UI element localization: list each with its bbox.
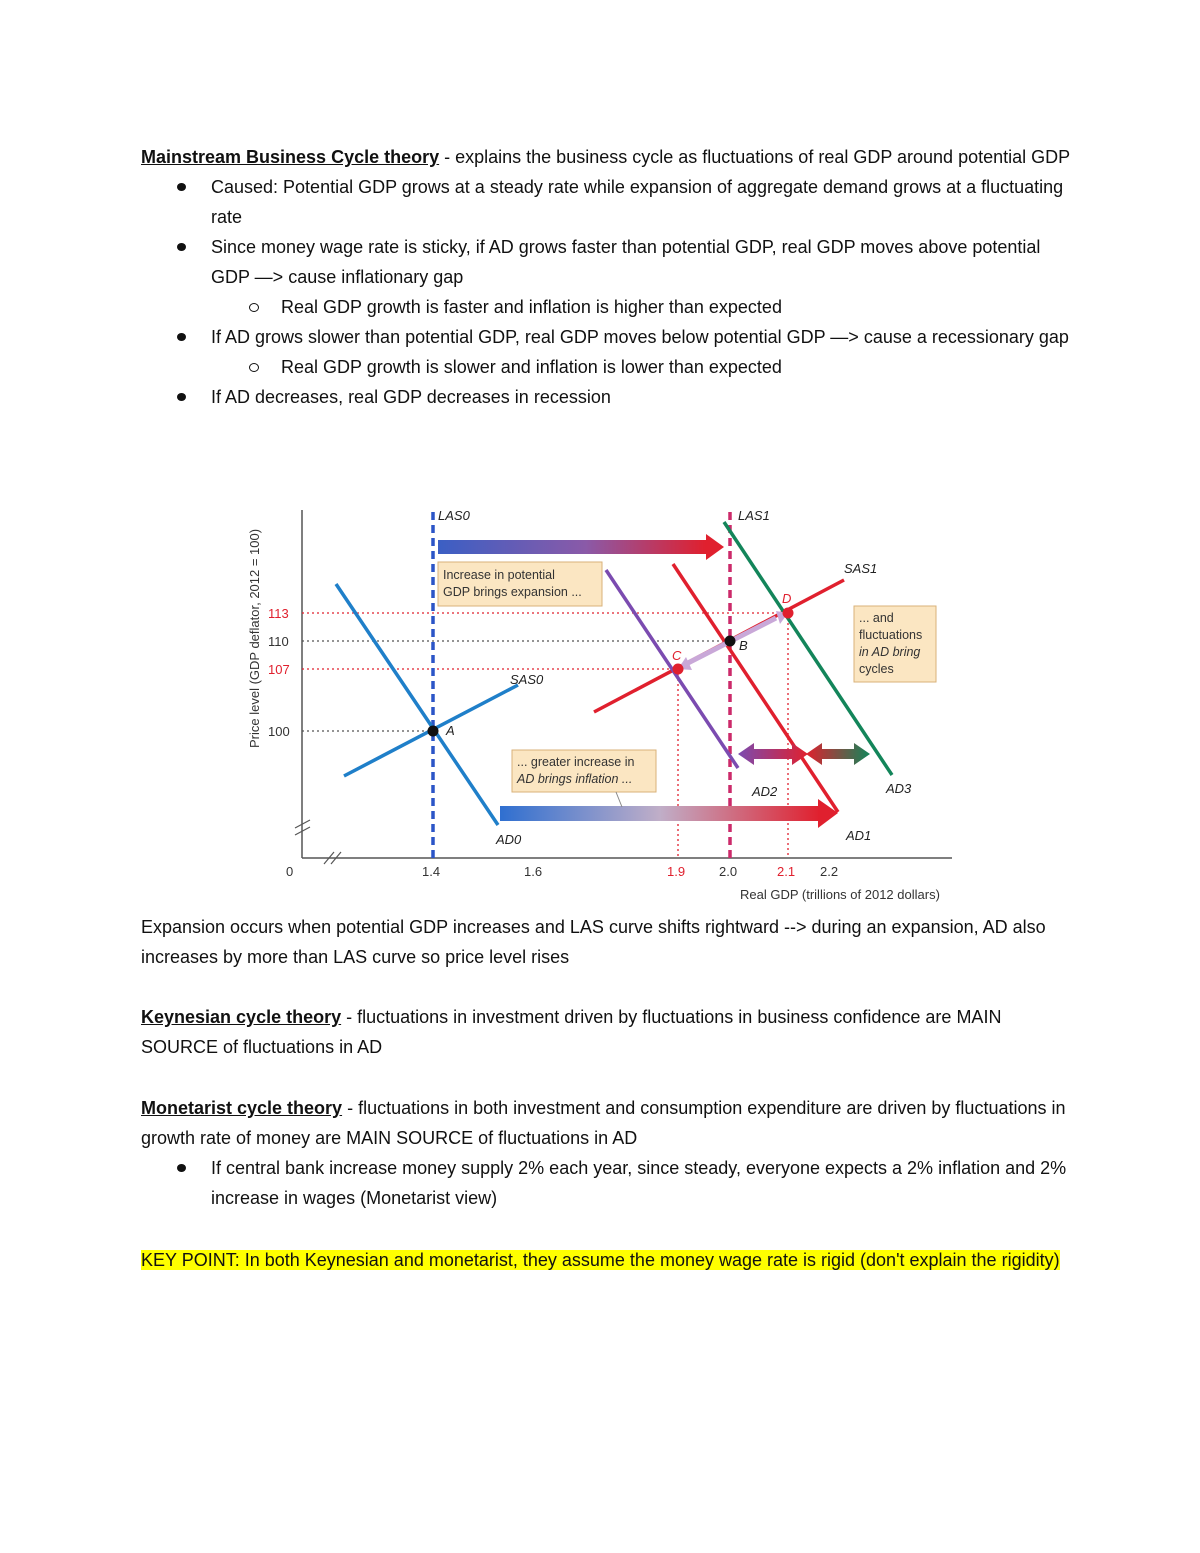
callout-potential <box>438 562 602 606</box>
point-b <box>725 636 736 647</box>
ad2-label: AD2 <box>752 784 778 799</box>
callout-cycles <box>854 606 936 682</box>
key-point-text: KEY POINT: In both Keynesian and monetarist, they assume the money wage rate is rigid (don't explain the rigidity) <box>141 1250 1060 1270</box>
list-item: Caused: Potential GDP grows at a steady rate while expansion of aggregate demand grows at a fluctuating rate <box>141 172 1071 232</box>
y-tick-107: 107 <box>268 662 290 677</box>
callout-inflation-line-2: AD brings inflation ... <box>517 772 633 786</box>
x-tick-1-6: 1.6 <box>524 864 543 879</box>
expansion-paragraph: Expansion occurs when potential GDP increases and LAS curve shifts rightward --> during an expansion, AD also increases by more than LAS curve so price level rises <box>141 917 1046 967</box>
ad1-label: AD1 <box>846 828 872 843</box>
mainstream-heading: Mainstream Business Cycle theory <box>141 147 440 167</box>
monetarist-section <box>141 1093 1071 1213</box>
keynesian-heading: Keynesian cycle theory <box>141 1007 342 1027</box>
mainstream-section <box>141 142 1071 412</box>
ad1-curve <box>673 564 838 812</box>
sas0-label: SAS0 <box>510 672 544 687</box>
x-axis <box>302 852 952 864</box>
ad0-label: AD0 <box>496 832 522 847</box>
callout-cycles-line-3: in AD bring <box>859 645 921 659</box>
callout-inflation <box>512 750 656 807</box>
keynesian-text: - fluctuations in investment driven by fluctuations in business confidence are MAIN SOURCE of fluctuations in AD <box>141 1007 1002 1057</box>
list-item: If AD decreases, real GDP decreases in recession <box>141 382 1071 412</box>
las1-label: LAS1 <box>738 508 770 523</box>
y-tick-100: 100 <box>268 724 290 739</box>
x-tick-2-2: 2.2 <box>820 864 839 879</box>
business-cycle-diagram <box>240 498 970 908</box>
list-item: Since money wage rate is sticky, if AD grows faster than potential GDP, real GDP moves above potential GDP —> cause inflationary gap <box>141 232 1071 292</box>
callout-inflation-line-1: ... greater increase in <box>517 755 635 769</box>
ad3-label: AD3 <box>886 781 912 796</box>
callout-cycles-line-1: ... and <box>859 611 894 625</box>
monetarist-bullets <box>141 1153 1071 1213</box>
callout-potential-line-1: Increase in potential <box>443 568 555 582</box>
y-axis-label: Price level (GDP deflator, 2012 = 100) <box>247 528 262 748</box>
mainstream-intro-text: - explains the business cycle as fluctuations of real GDP around potential GDP <box>439 147 1071 167</box>
y-tick-110: 110 <box>268 634 289 649</box>
point-a <box>428 726 439 737</box>
point-d <box>783 608 794 619</box>
list-item: If central bank increase money supply 2% each year, since steady, everyone expects a 2% inflation and 2% increase in wages (Monetarist view) <box>141 1153 1071 1213</box>
potential-expansion-arrow <box>438 534 724 560</box>
mainstream-intro <box>141 142 1071 172</box>
las0-label: LAS0 <box>438 508 470 523</box>
x-tick-origin: 0 <box>286 864 294 879</box>
keynesian-section <box>141 1002 1071 1062</box>
mainstream-bullets <box>141 172 1071 292</box>
list-item: Real GDP growth is slower and inflation is lower than expected <box>141 352 1071 382</box>
y-tick-113: 113 <box>268 606 289 621</box>
point-a-label: A <box>446 723 455 738</box>
callout-potential-line-2: GDP brings expansion ... <box>443 585 582 599</box>
mainstream-bullets-2 <box>141 322 1071 352</box>
point-b-label: B <box>739 638 748 653</box>
key-point <box>141 1245 1071 1275</box>
x-tick-2-1: 2.1 <box>777 864 796 879</box>
callout-cycles-line-4: cycles <box>859 662 894 676</box>
point-d-label: D <box>782 591 792 606</box>
sas1-label: SAS1 <box>844 561 878 576</box>
y-axis <box>295 510 310 858</box>
ad0-curve <box>336 584 498 825</box>
mainstream-subbullets-1 <box>141 292 1071 322</box>
x-tick-2-0: 2.0 <box>719 864 738 879</box>
point-c <box>673 664 684 675</box>
mainstream-subbullets-2 <box>141 352 1071 382</box>
list-item: Real GDP growth is faster and inflation is higher than expected <box>141 292 1071 322</box>
ad2-curve <box>606 570 738 768</box>
point-c-label: C <box>672 648 682 663</box>
inflation-shift-arrow <box>500 799 838 828</box>
list-item: If AD grows slower than potential GDP, real GDP moves below potential GDP —> cause a recessionary gap <box>141 322 1071 352</box>
monetarist-text: - fluctuations in both investment and consumption expenditure are driven by fluctuations in growth rate of money are MAIN SOURCE of fluctuations in AD <box>141 1098 1066 1148</box>
mainstream-bullets-3 <box>141 382 1071 412</box>
monetarist-heading: Monetarist cycle theory <box>141 1098 343 1118</box>
x-tick-1-9: 1.9 <box>667 864 686 879</box>
x-axis-label: Real GDP (trillions of 2012 dollars) <box>740 887 940 902</box>
x-tick-1-4: 1.4 <box>422 864 441 879</box>
monetarist-intro <box>141 1093 1071 1153</box>
callout-cycles-line-2: fluctuations <box>859 628 923 642</box>
